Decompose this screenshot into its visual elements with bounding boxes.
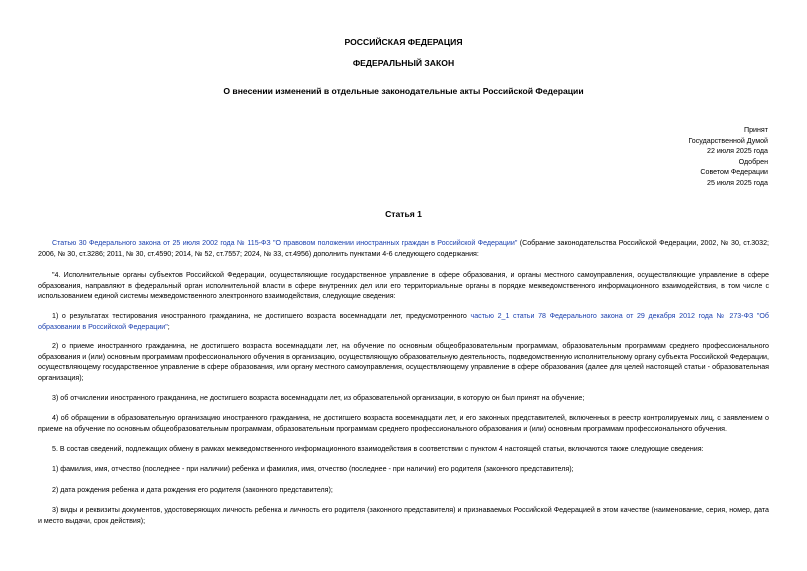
law-type-heading: ФЕДЕРАЛЬНЫЙ ЗАКОН	[352, 58, 455, 68]
paragraph-3-text: 1) о результатах тестирования иностранного гражданина, не достигшего возраста восемнадцати лет, предусмотренного	[52, 312, 471, 320]
adoption-line: 22 июля 2025 года	[707, 147, 768, 155]
paragraph-4: 2) о приеме иностранного гражданина, не достигшего возраста восемнадцати лет, на обучение по основным общеобразовательным программам, образовательным программам среднего профессионального образования и (или) основным программам профессионального обучения в организацию, осуществляющую образовательную деятельность, подведомственную исполнительному органу субъекта Российской Федерации, осуществляющему государственное управление в сфере образования, или органу местного самоуправления, осуществляющему управление в сфере образования (далее для целей настоящей статьи - образовательная организация);	[38, 342, 769, 382]
paragraph-6: 4) об обращении в образовательную организацию иностранного гражданина, не достигшего возраста восемнадцати лет, и его законных представителей, включенных в реестр контролируемых лиц, с заявлением о приеме на обучение по основным общеобразовательным программам, образовательным программам среднего профессионального образования и (или) основным программам профессионального обучения.	[38, 414, 769, 433]
country-heading: РОССИЙСКАЯ ФЕДЕРАЦИЯ	[344, 37, 463, 47]
adoption-line: 25 июля 2025 года	[707, 178, 768, 187]
adoption-line: Принят	[743, 126, 768, 134]
adoption-line: Одобрен	[738, 157, 768, 166]
paragraph-2: "4. Исполнительные органы субъектов Российской Федерации, осуществляющие государственное управление в сфере образования, и органы местного самоуправления, осуществляющие управление в сфере образования, направляют в федеральный орган исполнительной власти в сфере внутренних дел или его территориальные органы в порядке межведомственного информационного взаимодействия, в том числе с использованием единой системы межведомственного электронного взаимодействия, следующие сведения:	[38, 271, 769, 301]
paragraph-5: 3) об отчислении иностранного гражданина, не достигшего возраста восемнадцати лет, из образовательной организации, в которую он был принят на обучение;	[52, 394, 585, 402]
law-115-fz-link[interactable]: Статью 30 Федерального закона от 25 июля 2002 года № 115-ФЗ "О правовом положении иностранных граждан в Российской Федерации"	[52, 239, 518, 247]
paragraph-8: 1) фамилия, имя, отчество (последнее - при наличии) ребенка и фамилия, имя, отчество (последнее - при наличии) его родителя (законного представителя);	[52, 465, 574, 473]
paragraph-7: 5. В состав сведений, подлежащих обмену в рамках межведомственного информационного взаимодействия в соответствии с пунктом 4 настоящей статьи, включаются также следующие сведения:	[52, 445, 704, 453]
paragraph-1	[38, 238, 769, 259]
paragraph-10: 3) виды и реквизиты документов, удостоверяющих личность ребенка и личность его родителя (законного представителя) и признаваемых Российской Федерацией в этом качестве (наименование, серия, номер, дата и место выдачи, срок действия);	[38, 506, 769, 525]
paragraph-9: 2) дата рождения ребенка и дата рождения его родителя (законного представителя);	[52, 486, 333, 494]
paragraph-1-text: (Собрание законодательства Российской Федерации, 2002, № 30, ст.3032; 2006, № 30, ст.3286; 2011, № 30, ст.4590; 2014, № 52, ст.7557; 2024, № 33, ст.4956) дополнить пунктами 4-6 следующего содержания:	[38, 239, 769, 258]
adoption-line: Государственной Думой	[688, 136, 768, 145]
paragraph-3	[38, 311, 769, 332]
adoption-line: Советом Федерации	[700, 168, 768, 176]
law-title: О внесении изменений в отдельные законодательные акты Российской Федерации	[223, 86, 584, 96]
law-273-fz-link[interactable]: частью 2_1 статьи 78 Федерального закона от 29 декабря 2012 года № 273-ФЗ "Об образовании в Российской Федерации"	[38, 312, 769, 331]
adoption-block	[688, 125, 768, 188]
article-heading: Статья 1	[385, 209, 422, 219]
paragraph-3-tail: ;	[167, 322, 170, 331]
